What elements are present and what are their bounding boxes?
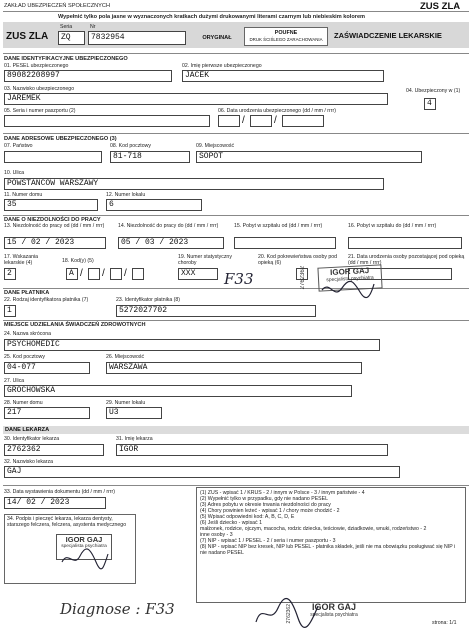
facility-name-field[interactable]: PSYCHOMEDIC: [4, 339, 380, 351]
note-6: (6) Jeśli dziecko - wpisać 1: [200, 520, 262, 526]
facility-flat-label: 29. Numer lokalu: [106, 400, 146, 406]
doc-title: ZAŚWIADCZENIE LEKARSKIE: [334, 31, 442, 40]
note-2: (2) Wypełnić tylko w przypadku, gdy nie nadano PESEL: [200, 496, 328, 502]
hospital-to-label: 16. Pobyt w szpitalu do (dd / mm / rrrr): [348, 223, 437, 229]
insured-in-label: 04. Ubezpieczony w (1): [406, 88, 461, 94]
stamp-name: IGOR GAJ: [311, 602, 356, 612]
facility-flat-field[interactable]: U3: [106, 407, 162, 419]
poufne-sub-label: DRUK ŚCIŚLEGO ZARACHOWANIA: [249, 37, 323, 42]
last-name-field[interactable]: JAREMEK: [4, 93, 388, 105]
birth-month-field[interactable]: [250, 115, 272, 127]
facility-postal-field[interactable]: 04-077: [4, 362, 90, 374]
first-name-label: 02. Imię pierwsze ubezpieczonego: [182, 63, 262, 69]
stamp-title: specjalista psychiatra: [310, 612, 358, 618]
section-divider: [3, 288, 469, 289]
date-slash: /: [274, 115, 277, 126]
page-number: strona: 1/1: [432, 620, 457, 626]
payer-id-type-label: 22. Rodzaj identyfikatora płatnika (7): [4, 297, 89, 303]
facility-house-field[interactable]: 217: [4, 407, 90, 419]
facility-city-field[interactable]: WARSZAWA: [106, 362, 362, 374]
handwritten-diagnosis: Diagnose : F33: [60, 600, 175, 618]
code-4-field[interactable]: [132, 268, 144, 280]
note-7: (7) NIP - wpisać 1 / PESEL - 2 / seria i numer paszportu - 3: [200, 538, 336, 544]
date-slash: /: [242, 115, 245, 126]
address-section-title: DANE ADRESOWE UBEZPIECZONEGO (3): [4, 136, 117, 142]
doctor-last-name-field[interactable]: GAJ: [4, 466, 400, 478]
stamp-title: specjalista psychiatra: [326, 274, 374, 284]
issue-date-label: 33. Data wystawienia dokumentu (dd / mm / rrrr): [4, 489, 115, 495]
section-divider: [3, 485, 469, 486]
doctor-first-name-field[interactable]: IGOR: [116, 444, 388, 456]
doctor-section-title: DANE LEKARZA: [3, 426, 469, 434]
note-3: (3) Adres pobytu w okresie trwania niezdolności do pracy: [200, 502, 331, 508]
city-field[interactable]: SOPOT: [196, 151, 422, 163]
original-mark: ORYGINAŁ: [202, 35, 232, 41]
signature-scribble: [252, 596, 322, 630]
birth-year-field[interactable]: [282, 115, 324, 127]
note-4: (4) Chory powinien leżeć - wpisać 1 / chory może chodzić - 2: [200, 508, 340, 514]
postal-label: 08. Kod pocztowy: [110, 143, 151, 149]
facility-section-title: MIEJSCE UDZIELANIA ŚWIADCZEŃ ZDROWOTNYCH: [4, 322, 146, 328]
insured-in-field[interactable]: 4: [424, 98, 436, 110]
code-slash: /: [124, 268, 127, 279]
facility-street-label: 27. Ulica: [4, 378, 25, 384]
city-label: 09. Miejscowość: [196, 143, 235, 149]
signature-label: 34. Podpis i pieczęć lekarza, lekarza dentysty, starszego felczera, felczera, asystenta medycznego: [7, 516, 127, 528]
payer-id-field[interactable]: 5272027702: [116, 305, 316, 317]
facility-name-label: 24. Nazwa skrócona: [4, 331, 51, 337]
facility-house-label: 28. Numer domu: [4, 400, 43, 406]
stat-number-label: 19. Numer statystyczny choroby: [178, 254, 232, 266]
instruction: Wypełnić tylko pola jasne w wyznaczonych kratkach dużymi drukowanymi literami czarnym lub niebieskim kolorem: [58, 14, 366, 20]
note-6-cont: małżonek, rodzice, ojczym, macocha, rodzic dziecka, teściowie, dziadkowie, wnuki, rodzeństwo - 2: [200, 526, 427, 532]
title-badge: ZUS ZLA: [6, 31, 49, 42]
handwritten-code: F33: [224, 270, 254, 288]
recommendation-label: 17. Wskazania lekarskie (4): [4, 254, 39, 266]
code-1-field[interactable]: A: [66, 268, 78, 280]
facility-postal-label: 25. Kod pocztowy: [4, 354, 45, 360]
incapacity-from-label: 13. Niezdolność do pracy od (dd / mm / rrrr): [4, 223, 105, 229]
passport-field[interactable]: [4, 115, 210, 127]
section-divider: [3, 53, 469, 54]
hospital-to-field[interactable]: [348, 237, 462, 249]
notes-box: [196, 487, 466, 603]
passport-label: 05. Seria i numer paszportu (2): [4, 108, 76, 114]
flat-field[interactable]: 6: [106, 199, 202, 211]
code-slash: /: [102, 268, 105, 279]
codes-label: 18. Kod(y) (5): [62, 258, 94, 264]
form-code: ZUS ZLA: [420, 1, 461, 12]
seria-field[interactable]: ZQ: [58, 31, 85, 45]
stamp-title: specjalista psychiatra: [61, 544, 107, 549]
doctor-first-name-label: 31. Imię lekarza: [116, 436, 153, 442]
stamp-name: IGOR GAJ: [65, 535, 103, 544]
code-3-field[interactable]: [110, 268, 122, 280]
street-label: 10. Ulica: [4, 170, 25, 176]
incapacity-from-field[interactable]: 15 / 02 / 2023: [4, 237, 106, 249]
note-6-other: inne osoby - 3: [200, 532, 233, 538]
stamp-code: 2762362: [286, 604, 292, 624]
facility-city-label: 26. Miejscowość: [106, 354, 145, 360]
incapacity-section-title: DANE O NIEZDOLNOŚCI DO PRACY: [4, 217, 101, 223]
poufne-label: POUFNE: [274, 30, 298, 36]
stamp-name: IGOR GAJ: [329, 265, 370, 278]
house-field[interactable]: 35: [4, 199, 98, 211]
section-divider: [3, 215, 469, 216]
nr-field[interactable]: 7832954: [88, 31, 186, 45]
signature-scribble: [320, 278, 376, 300]
stamp-code: 2762362: [300, 266, 306, 290]
postal-field[interactable]: 81-718: [110, 151, 190, 163]
code-2-field[interactable]: [88, 268, 100, 280]
doctor-id-field[interactable]: 2762362: [4, 444, 104, 456]
country-field[interactable]: [4, 151, 102, 163]
header-divider: [3, 11, 469, 12]
flat-label: 12. Numer lokalu: [106, 192, 146, 198]
incapacity-to-label: 14. Niezdolność do pracy do (dd / mm / rrrr): [118, 223, 219, 229]
payer-id-type-field[interactable]: 1: [4, 305, 16, 317]
payer-id-label: 23. Identyfikator płatnika (8): [116, 297, 181, 303]
payer-section-title: DANE PŁATNIKA: [4, 290, 50, 296]
facility-street-field[interactable]: GROCHOWSKA: [4, 385, 352, 397]
note-8: (8) NIP - wpisać NIP bez kresek, NIP lub PESEL - płatnika składek, jeśli nie ma obowiązku posługiwać się NIP i nie nadano PESEL: [200, 544, 456, 556]
note-1: (1) ZUS - wpisać 1 / KRUS - 2 / innym w Polsce - 3 / innym państwie - 4: [200, 490, 365, 496]
incapacity-to-field[interactable]: 05 / 03 / 2023: [118, 237, 224, 249]
pesel-label: 01. PESEL ubezpieczonego: [4, 63, 69, 69]
note-5: (5) Wpisać odpowiedni kod: A, B, C, D, E: [200, 514, 295, 520]
recommendation-field[interactable]: 2: [4, 268, 16, 280]
doctor-last-name-label: 32. Nazwisko lekarza: [4, 459, 54, 465]
section-divider: [3, 133, 469, 134]
birth-day-field[interactable]: [218, 115, 240, 127]
stat-number-field[interactable]: XXX: [178, 268, 218, 280]
last-name-label: 03. Nazwisko ubezpieczonego: [4, 86, 75, 92]
seria-label: Seria: [60, 24, 73, 30]
code-slash: /: [80, 268, 83, 279]
first-name-field[interactable]: JACEK: [182, 70, 384, 82]
insured-section-title: DANE IDENTYFIKACYJNE UBEZPIECZONEGO: [4, 56, 128, 62]
birth-date-label: 06. Data urodzenia ubezpieczonego (dd / mm / rrrr): [218, 108, 336, 114]
street-field[interactable]: POWSTAŃCÓW WARSZAWY: [4, 178, 384, 190]
care-birth-label: 21. Data urodzenia osoby pozostającej pod opieką (dd / mm / rrrr): [348, 254, 465, 266]
pesel-field[interactable]: 89082208997: [4, 70, 172, 82]
section-divider: [3, 320, 469, 321]
signature-scribble: [60, 546, 110, 570]
nr-label: Nr: [90, 24, 96, 30]
relation-code-label: 20. Kod pokrewieństwa osoby pod opieką (6): [258, 254, 338, 266]
doctor-id-label: 30. Identyfikator lekarza: [4, 436, 60, 442]
issue-date-field[interactable]: 14/ 02 / 2023: [4, 497, 106, 509]
country-label: 07. Państwo: [4, 143, 33, 149]
house-label: 11. Numer domu: [4, 192, 43, 198]
hospital-from-field[interactable]: [234, 237, 336, 249]
org-name: ZAKŁAD UBEZPIECZEŃ SPOŁECZNYCH: [4, 3, 110, 9]
hospital-from-label: 15. Pobyt w szpitalu od (dd / mm / rrrr): [234, 223, 323, 229]
